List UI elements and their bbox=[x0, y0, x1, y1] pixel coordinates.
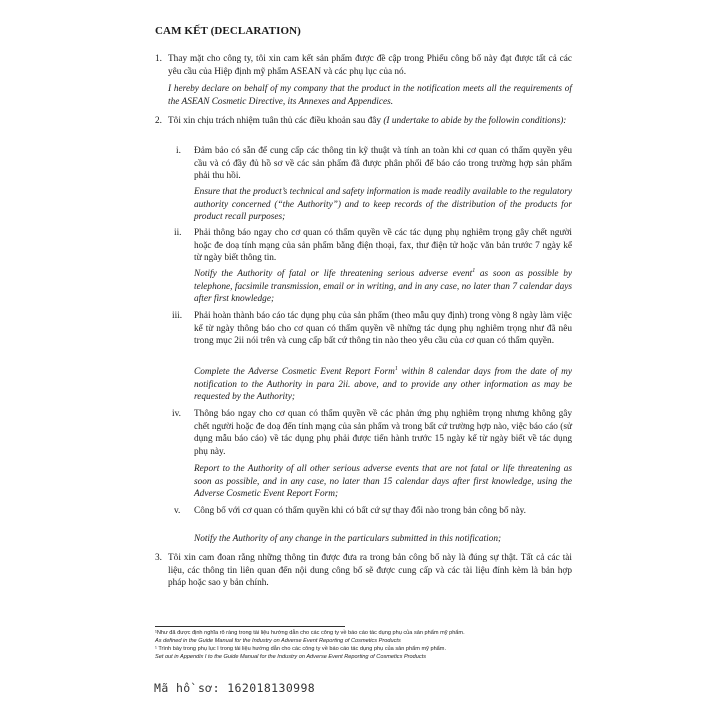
page-title: CAM KẾT (DECLARATION) bbox=[155, 25, 301, 37]
footnote-1-en: As defined in the Guide Manual for the Industry on Adverse Event Reporting of Cosmetics Products bbox=[155, 638, 401, 644]
subitem-iv-number: iv. bbox=[172, 409, 181, 419]
footnote-divider bbox=[155, 626, 345, 627]
subitem-i-en: Ensure that the product’s technical and safety information is made readily available to the regulatory authority concerned (“the Authority”) and to keep records of the distribution of the products for product recall purposes; bbox=[194, 187, 572, 223]
item-1-en: I hereby declare on behalf of my company that the product in the notification meets all the requirements of the ASEAN Cosmetic Directive, its Annexes and Appendices. bbox=[168, 84, 572, 107]
subitem-iv-en: Report to the Authority of all other serious adverse events that are not fatal or life threatening as soon as possible, and in any case, no later than 15 calendar days after first knowledge, using the Adverse Cosmetic Event Report Form; bbox=[194, 464, 572, 500]
subitem-v-vi: Công bố với cơ quan có thẩm quyền khi có bất cứ sự thay đổi nào trong bản công bố này. bbox=[194, 506, 526, 516]
item-2-vi: Tôi xin chịu trách nhiệm tuân thủ các điều khoản sau đây bbox=[168, 116, 381, 126]
item-1-number: 1. bbox=[155, 54, 162, 64]
subitem-ii-number: ii. bbox=[174, 228, 182, 238]
item-2-text bbox=[168, 115, 572, 128]
subitem-i-number: i. bbox=[176, 146, 181, 156]
subitem-iii-en-post: within 8 calendar days from the date of my notification to the Authority in para 2ii. above, and to provide any other information as may be requested by the Authority; bbox=[194, 367, 572, 403]
document-code: Mã hồ sơ: 162018130998 bbox=[154, 681, 316, 695]
item-3-number: 3. bbox=[155, 553, 162, 563]
subitem-v-number: v. bbox=[174, 506, 181, 516]
subitem-ii-en-post: as soon as possible by telephone, facsimile transmission, email or in writing, and in any case, no later than 7 calendar days after first knowledge; bbox=[194, 269, 572, 305]
subitem-iii-en-pre: Complete the Adverse Cosmetic Event Report Form bbox=[194, 367, 395, 377]
subitem-ii-en-pre: Notify the Authority of fatal or life threatening serious adverse event bbox=[194, 269, 473, 279]
item-1-vi: Thay mặt cho công ty, tôi xin cam kết sản phẩm được đề cập trong Phiếu công bố này đạt được tất cả các yêu cầu của Hiệp định mỹ phẩm ASEAN và các phụ lục của nó. bbox=[168, 54, 572, 77]
subitem-ii-vi: Phải thông báo ngay cho cơ quan có thẩm quyền về các tác dụng phụ nghiêm trọng gây chết người hoặc đe doạ tính mạng của sản phẩm bằng điện thoại, fax, thư điện tử hoặc văn bản trước 7 ngày kể từ ngày biết thông tin. bbox=[194, 228, 572, 264]
subitem-iii-vi: Phải hoàn thành báo cáo tác dụng phụ của sản phẩm (theo mẫu quy định) trong vòng 8 ngày làm việc kể từ ngày thông báo cho cơ quan có thẩm quyền về những tác dụng phụ nghiêm trọng như đã nêu trong mục 2ii nói trên và cung cấp bất cứ thông tin nào theo yêu cầu của cơ quan có thẩm quyền. bbox=[194, 311, 572, 347]
footnote-ref-2: 1 bbox=[394, 365, 398, 372]
subitem-i-vi: Đảm bảo có sẵn để cung cấp các thông tin kỹ thuật và tính an toàn khi cơ quan có thẩm quyền yêu cầu và có đầy đủ hồ sơ về các sản phẩm đã được phân phối để báo cáo trong trường hợp sản phẩm phải thu hồi. bbox=[194, 146, 572, 182]
footnote-ref-1: 1 bbox=[472, 267, 476, 274]
subitem-iii-number: iii. bbox=[172, 311, 183, 321]
footnote-2-vi: ¹ Trình bày trong phụ lục I trong tài liệu hướng dẫn cho các công ty về báo cáo tác dụng phụ của sản phẩm mỹ phẩm. bbox=[155, 646, 447, 652]
subitem-ii-en bbox=[194, 268, 572, 306]
subitem-iv-vi: Thông báo ngay cho cơ quan có thẩm quyền về các phản ứng phụ nghiêm trọng nhưng không gây chết người hoặc đe doạ đến tính mạng của sản phẩm và trong bất cứ trường hợp nào, việc báo cáo (sử dụng mẫu báo cáo) về tác dụng phụ phải được tiến hành trước 15 ngày kể từ ngày biết về tác dụng phụ này. bbox=[194, 409, 572, 457]
footnote-1-vi: ¹Như đã được định nghĩa rõ ràng trong tài liệu hướng dẫn cho các công ty về báo cáo tác dụng phụ của sản phẩm mỹ phẩm. bbox=[155, 630, 465, 636]
footnote-2-en: Set out in Appendix I to the Guide Manual for the Industry on Adverse Event Reporting of Cosmetics Products bbox=[155, 654, 427, 660]
item-2-number: 2. bbox=[155, 116, 162, 126]
subitem-v-en: Notify the Authority of any change in the particulars submitted in this notification; bbox=[194, 534, 502, 544]
item-2-en: (I undertake to abide by the followin conditions): bbox=[383, 116, 567, 126]
subitem-iii-en bbox=[194, 366, 572, 404]
item-3-vi: Tôi xin cam đoan rằng những thông tin được đưa ra trong bản công bố này là đúng sự thật. Tất cả các tài liệu, các thông tin liên quan đến nội dung công bố sẽ được cung cấp và các tài liệu đính kèm là bản hợp pháp hoặc sao y bản chính. bbox=[168, 553, 572, 589]
